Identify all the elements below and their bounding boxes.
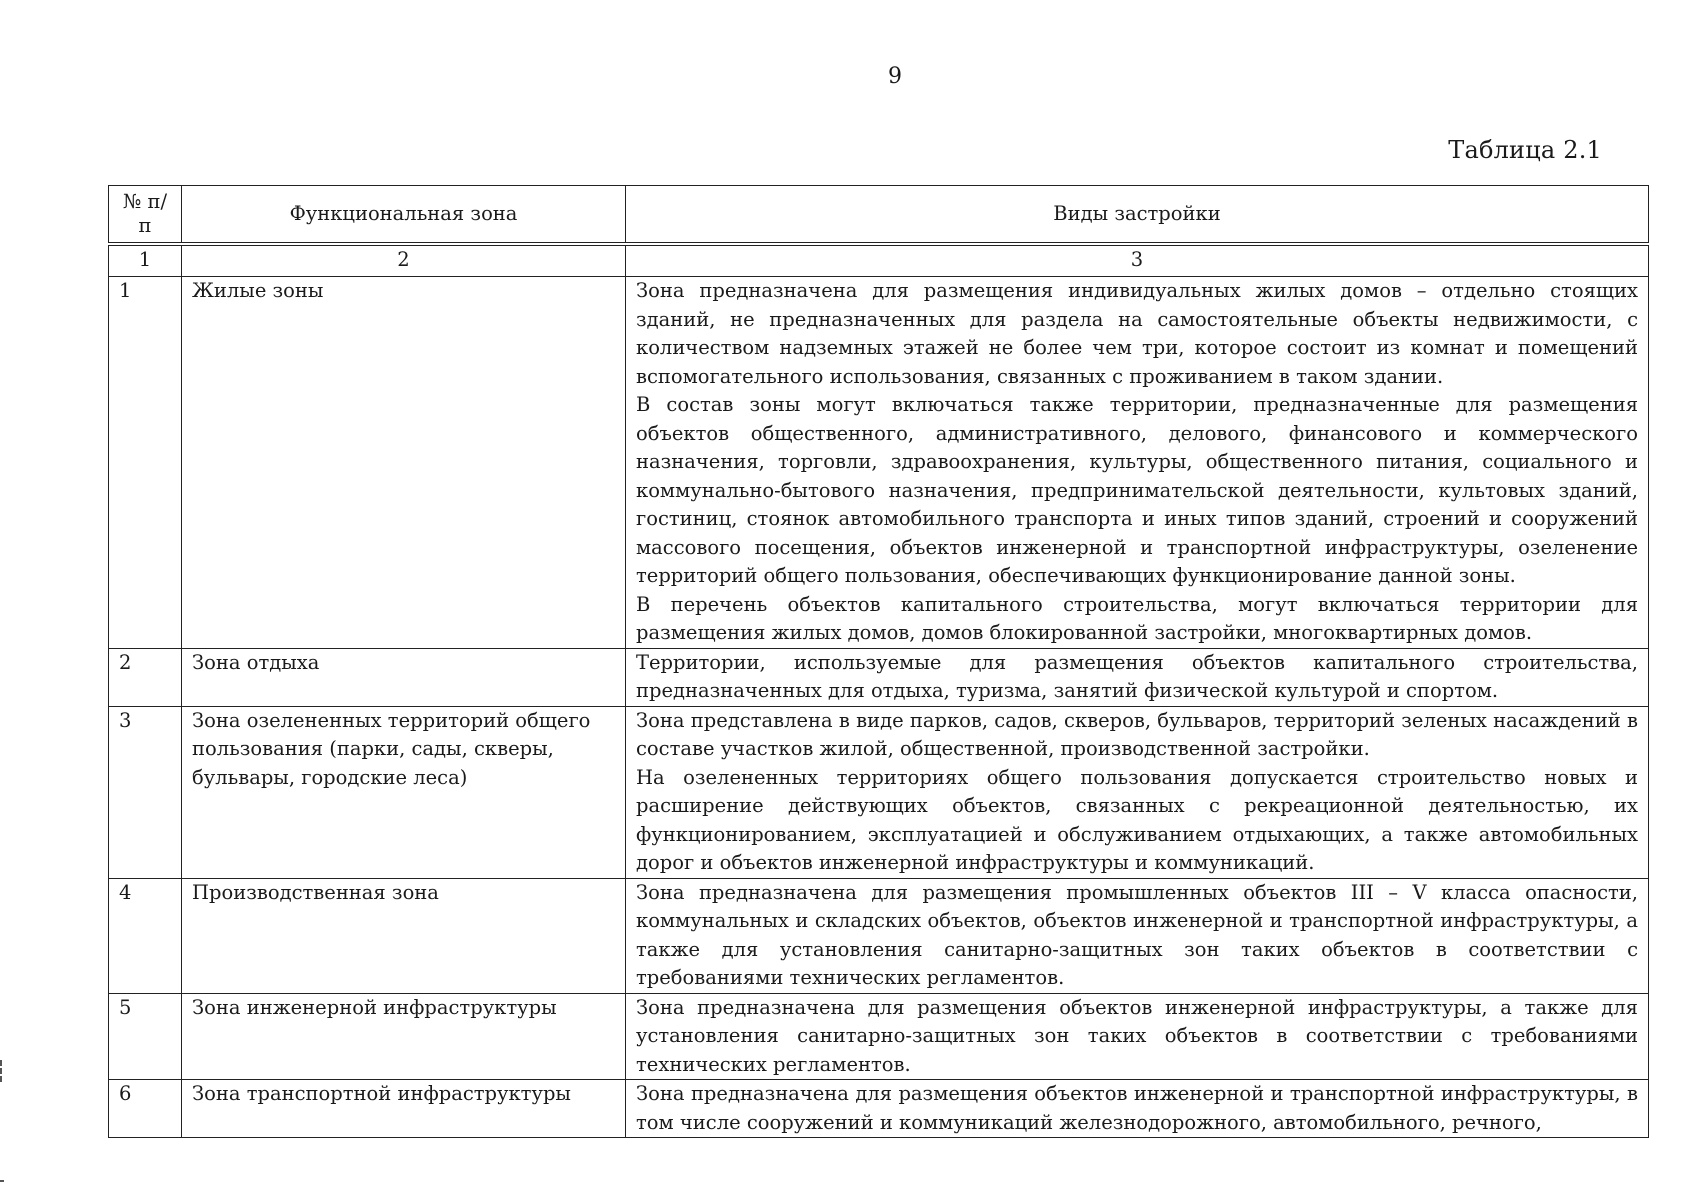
column-number: 2 [182, 244, 626, 277]
building-types-description [626, 648, 1649, 706]
description-paragraph: В перечень объектов капитального строительства, могут включаться территории для размещения жилых домов, домов блокированной застройки, многоквартирных домов. [636, 592, 1638, 644]
zone-name: Зона отдыха [182, 648, 626, 706]
row-number: 2 [109, 648, 182, 706]
table-row [109, 993, 1649, 1080]
page-number: 9 [888, 64, 902, 89]
row-number: 3 [109, 706, 182, 878]
table-caption: Таблица 2.1 [1448, 136, 1602, 164]
zone-name: Жилые зоны [182, 277, 626, 649]
description-paragraph: На озелененных территориях общего пользования допускается строительство новых и расширение действующих объектов, связанных с рекреационной деятельностью, их функционированием, эксплуатацией и обслуживанием отдыхающих, а также автомобильных дорог и объектов инженерной инфраструктуры и коммуникаций. [636, 765, 1638, 874]
description-paragraph: Зона предназначена для размещения объектов инженерной инфраструктуры, а также для установления санитарно-защитных зон таких объектов в соответствии с требованиями технических регламентов. [636, 995, 1638, 1076]
header-building-types: Виды застройки [626, 186, 1649, 245]
building-types-description [626, 277, 1649, 649]
description-paragraph: Зона представлена в виде парков, садов, скверов, бульваров, территорий зеленых насаждений в составе участков жилой, общественной, производственной застройки. [636, 708, 1638, 760]
zone-name: Производственная зона [182, 878, 626, 993]
column-number: 3 [626, 244, 1649, 277]
description-paragraph: Зона предназначена для размещения объектов инженерной и транспортной инфраструктуры, в том числе сооружений и коммуникаций железнодорожного, автомобильного, речного, [636, 1082, 1638, 1134]
table-header-row [109, 186, 1649, 245]
table-row [109, 1080, 1649, 1138]
margin-tick [0, 1180, 4, 1182]
building-types-description [626, 1080, 1649, 1138]
table-row [109, 277, 1649, 649]
building-types-description [626, 993, 1649, 1080]
row-number: 6 [109, 1080, 182, 1138]
margin-mark [0, 1060, 5, 1082]
row-number: 5 [109, 993, 182, 1080]
row-number: 4 [109, 878, 182, 993]
table-row [109, 706, 1649, 878]
column-number: 1 [109, 244, 182, 277]
table-body [109, 277, 1649, 1138]
table-row [109, 878, 1649, 993]
zone-name: Зона транспортной инфраструктуры [182, 1080, 626, 1138]
description-paragraph: Зона предназначена для размещения индивидуальных жилых домов – отдельно стоящих зданий, не предназначенных для раздела на самостоятельные объекты недвижимости, с количеством надземных этажей не более чем три, которое состоит из комнат и помещений вспомогательного использования, связанных с проживанием в таком здании. [636, 279, 1638, 388]
zone-name: Зона озелененных территорий общего пользования (парки, сады, скверы, бульвары, городские леса) [182, 706, 626, 878]
description-paragraph: В состав зоны могут включаться также территории, предназначенные для размещения объектов общественного, административного, делового, финансового и коммерческого назначения, торговли, здравоохранения, культуры, общественного питания, социального и коммунально-бытового назначения, предпринимательской деятельности, культовых зданий, гостиниц, стоянок автомобильного транспорта и иных типов зданий, строений и сооружений массового посещения, объектов инженерной и транспортной инфраструктуры, озеленение территорий общего пользования, обеспечивающих функционирование данной зоны. [636, 393, 1638, 587]
description-paragraph: Территории, используемые для размещения объектов капитального строительства, предназначенных для отдыха, туризма, занятий физической культурой и спортом. [636, 650, 1638, 702]
building-types-description [626, 878, 1649, 993]
header-zone: Функциональная зона [182, 186, 626, 245]
zones-table [108, 185, 1649, 1138]
row-number: 1 [109, 277, 182, 649]
table-row [109, 648, 1649, 706]
building-types-description [626, 706, 1649, 878]
zone-name: Зона инженерной инфраструктуры [182, 993, 626, 1080]
description-paragraph: Зона предназначена для размещения промышленных объектов III – V класса опасности, коммунальных и складских объектов, объектов инженерной и транспортной инфраструктуры, а также для установления санитарно-защитных зон таких объектов в соответствии с требованиями технических регламентов. [636, 880, 1638, 989]
column-numbers-row [109, 244, 1649, 277]
header-number: № п/п [109, 186, 182, 245]
